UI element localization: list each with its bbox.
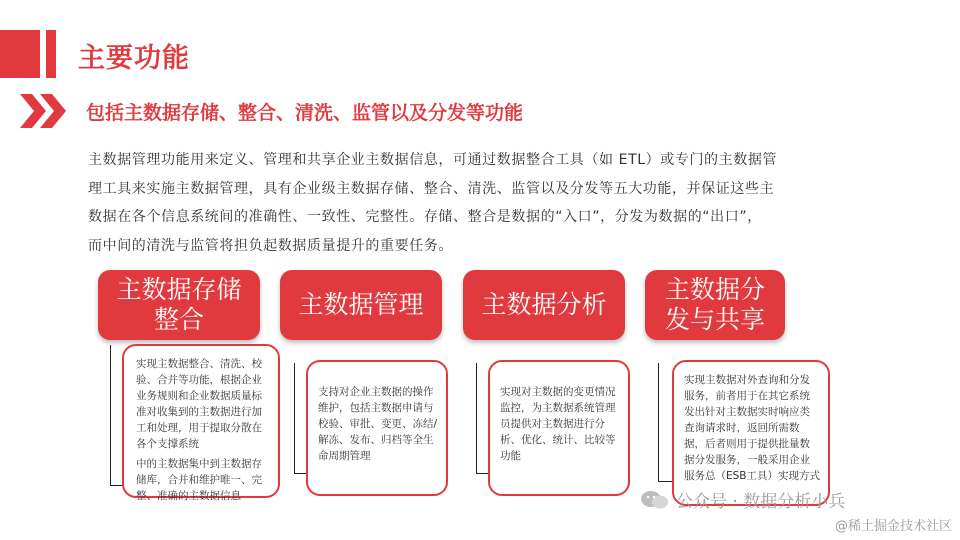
feature-card-distribution <box>645 270 785 340</box>
watermark <box>640 487 845 512</box>
feature-description-management <box>306 360 448 496</box>
feature-card-title: 主数据分析 <box>481 290 607 319</box>
intro-line: 理工具来实施主数据管理，具有企业级主数据存储、整合、清洗、监管以及分发等五大功能，并保证这些主 <box>88 180 775 197</box>
feature-description-text: 实现对主数据的变更情况监控，为主数据系统管理员提供对主数据进行分析、优化、统计、比较等功能 <box>500 386 616 462</box>
feature-card-title: 发与共享 <box>664 305 765 334</box>
watermark-site: @稀土掘金技术社区 <box>834 519 952 534</box>
intro-line: 而中间的清洗与监管将担负起数据质量提升的重要任务。 <box>88 237 453 254</box>
intro-line: 数据在各个信息系统间的准确性、一致性、完整性。存储、整合是数据的“入口”，分发为数据的“出口”， <box>88 209 762 225</box>
intro-paragraph <box>88 146 868 260</box>
feature-description-analysis <box>488 360 630 496</box>
feature-card-management <box>280 270 442 340</box>
feature-description-text: 实现主数据整合、清洗、校验、合并等功能，根据企业业务规则和企业数据质量标准对收集到的主数据进行加工和处理，用于提取分散在各个支撑系统 <box>136 358 262 450</box>
intro-line: 主数据管理功能用来定义、管理和共享企业主数据信息，可通过数据整合工具（如 ETL）或专门的主数据管 <box>88 152 778 168</box>
double-chevron-icon <box>18 92 74 130</box>
title-accent-bar-thin <box>46 30 56 78</box>
feature-card-title: 主数据分 <box>664 275 765 304</box>
feature-description-distribution <box>672 360 830 506</box>
feature-card-title: 整合 <box>153 305 204 334</box>
watermark-text: 公众号 · 数据分析小兵 <box>676 492 846 512</box>
page-title: 主要功能 <box>78 43 190 74</box>
feature-description-text: 实现主数据对外查询和分发服务，前者用于在其它系统发出针对主数据实时响应类查询请求时，返回所需数据，后者则用于提供批量数据分发服务，一般采用企业服务总（ESB工具）实现方式 <box>684 374 821 482</box>
connector-bracket <box>658 363 673 482</box>
feature-description-storage <box>122 344 280 502</box>
section-subtitle: 包括主数据存储、整合、清洗、监管以及分发等功能 <box>86 102 524 124</box>
wechat-logo-icon <box>640 489 670 511</box>
feature-card-analysis <box>463 270 625 340</box>
feature-description-text: 支持对企业主数据的操作维护，包括主数据申请与校验、审批、变更、冻结/解冻、发布、归档等全生命周期管理 <box>318 386 438 462</box>
feature-card-title: 主数据管理 <box>298 290 424 319</box>
feature-card-title: 主数据存储 <box>116 275 242 304</box>
feature-description-text: 中的主数据集中到主数据存储库，合并和维护唯一、完整、准确的主数据信息 <box>136 458 262 502</box>
feature-card-storage <box>98 270 260 340</box>
title-accent-bar <box>0 30 40 78</box>
